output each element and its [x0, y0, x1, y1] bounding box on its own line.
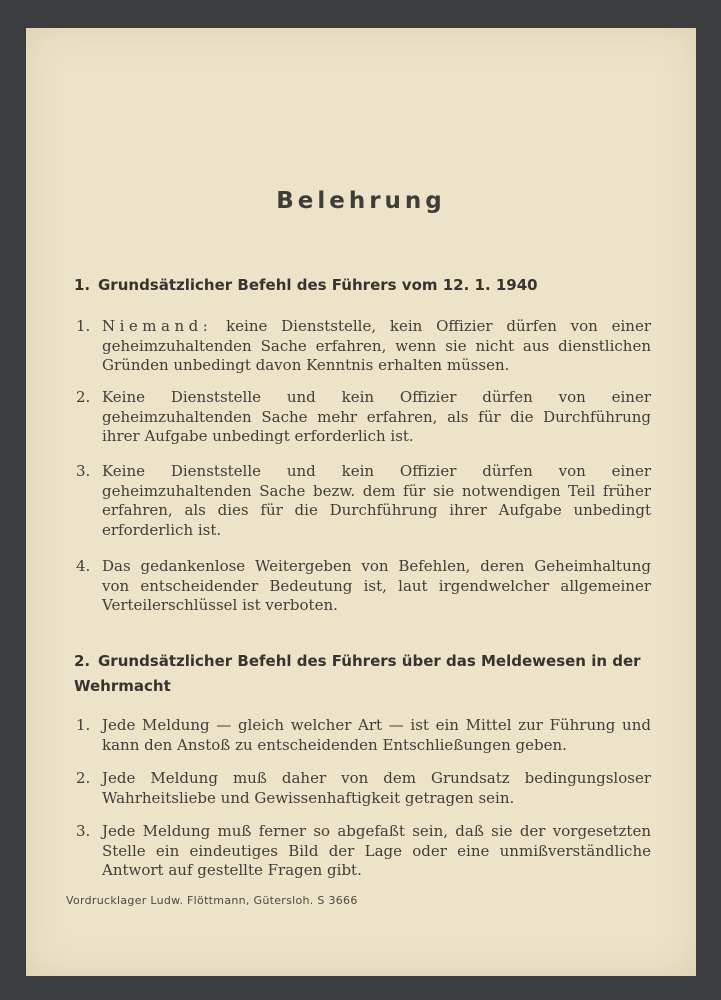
- item-number: 1.: [76, 716, 91, 734]
- item-text: Keine Dienststelle und kein Offizier dürfen von einer geheimzuhaltenden Sache bezw. dem für sie notwendigen Teil früher erfahren, als dies für die Durchführung ihrer Aufgabe unbedingt erforderlich ist.: [102, 462, 651, 539]
- section-number: 2.: [74, 652, 91, 670]
- item-text: Jede Meldung — gleich welcher Art — ist ein Mittel zur Führung und kann den Anstoß zu entscheidenden Entschließungen geben.: [102, 716, 651, 754]
- section-2-item-2: [76, 769, 651, 808]
- item-text: Keine Dienststelle und kein Offizier dürfen von einer geheimzuhaltenden Sache mehr erfahren, als für die Durchführung ihrer Aufgabe unbedingt erforderlich ist.: [102, 388, 651, 445]
- document-title: Belehrung: [276, 188, 446, 214]
- section-1-item-1: [76, 317, 651, 376]
- section-1-heading: [74, 273, 659, 298]
- document-page: [26, 28, 696, 976]
- section-1-item-3: [76, 462, 651, 540]
- item-number: 3.: [76, 822, 91, 840]
- section-1-item-2: [76, 388, 651, 447]
- item-lead-word: Niemand:: [102, 317, 213, 335]
- section-heading-text: Grundsätzlicher Befehl des Führers vom 12. 1. 1940: [98, 276, 538, 294]
- item-number: 2.: [76, 388, 91, 406]
- section-1-item-4: [76, 557, 651, 616]
- section-2-item-1: [76, 716, 651, 755]
- section-heading-text: Grundsätzlicher Befehl des Führers über das Meldewesen in der Wehrmacht: [74, 652, 641, 695]
- item-number: 2.: [76, 769, 91, 787]
- section-number: 1.: [74, 276, 91, 294]
- item-number: 3.: [76, 462, 91, 480]
- item-text: Das gedankenlose Weitergeben von Befehlen, deren Geheimhaltung von entscheidender Bedeutung ist, laut irgendwelcher allgemeiner Verteilerschlüssel ist verboten.: [102, 557, 651, 614]
- item-number: 4.: [76, 557, 91, 575]
- section-2-item-3: [76, 822, 651, 881]
- item-number: 1.: [76, 317, 91, 335]
- item-text: Jede Meldung muß ferner so abgefaßt sein, daß sie der vorgesetzten Stelle ein eindeutiges Bild der Lage oder eine unmißverständliche Antwort auf gestellte Fragen gibt.: [102, 822, 651, 879]
- printer-imprint: Vordrucklager Ludw. Flöttmann, Gütersloh. S 3666: [66, 894, 358, 907]
- item-text: keine Dienststelle, kein Offizier dürfen von einer geheimzuhaltenden Sache erfahren, wenn sie nicht aus dienstlichen Gründen unbedingt davon Kenntnis erhalten müssen.: [102, 317, 651, 374]
- item-text: Jede Meldung muß daher von dem Grundsatz bedingungsloser Wahrheitsliebe und Gewissenhaftigkeit getragen sein.: [102, 769, 651, 807]
- section-2-heading: [74, 649, 659, 699]
